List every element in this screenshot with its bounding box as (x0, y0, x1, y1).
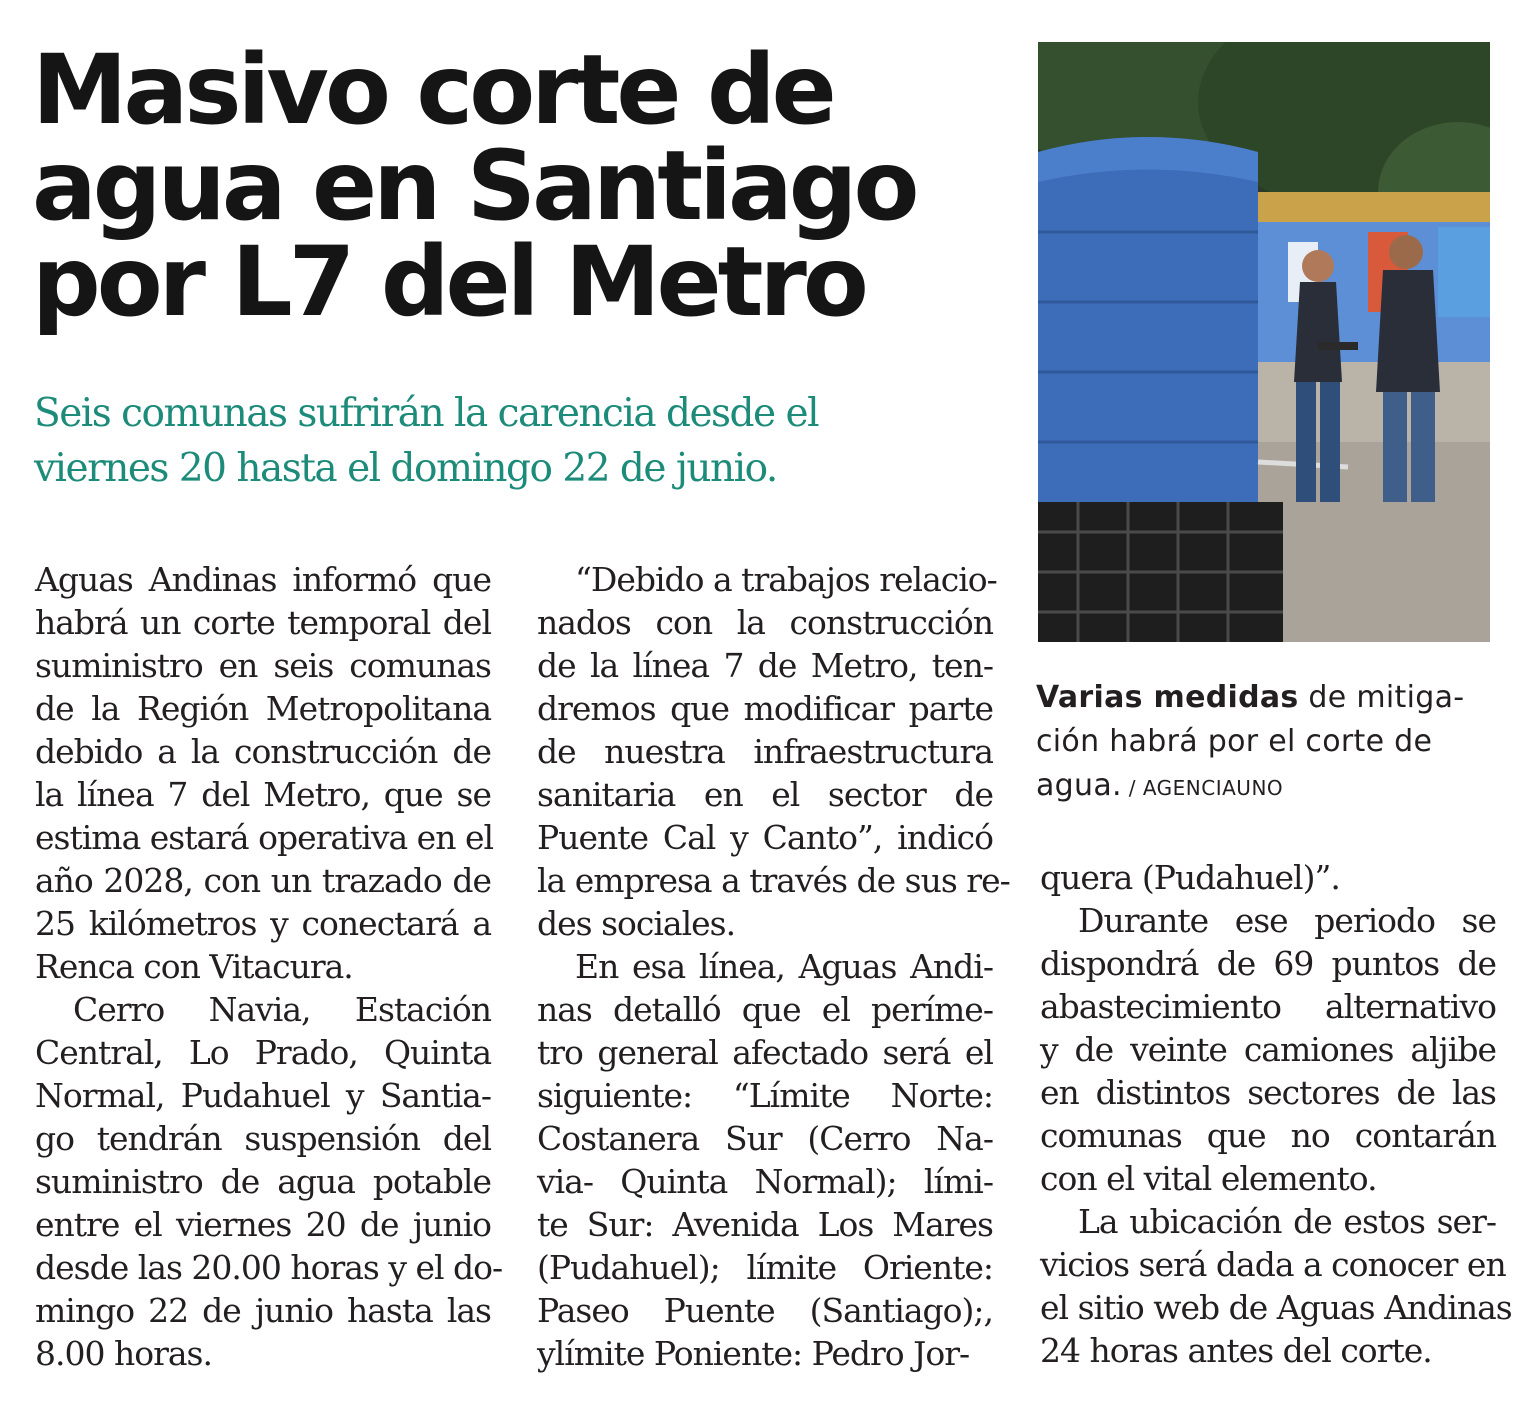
body-line: estima estará operativa en el (35, 818, 494, 857)
body-paragraph (537, 945, 993, 1375)
headline-line: agua en Santiago (32, 130, 916, 242)
body-line: habrá un corte temporal del (35, 603, 491, 642)
body-line: la empresa a través de sus re- (537, 861, 1010, 900)
body-line: y de veinte camiones aljibe (1040, 1030, 1496, 1069)
photo-image (1038, 42, 1490, 642)
photo-credit: / AGENCIAUNO (1121, 776, 1284, 800)
body-line: Cerro Navia, Estación (73, 990, 491, 1029)
body-line: La ubicación de estos ser- (1078, 1202, 1496, 1241)
body-paragraph (1040, 856, 1496, 899)
body-line: en distintos sectores de las (1040, 1073, 1496, 1112)
subheadline (34, 386, 1014, 496)
article-column-3 (1040, 856, 1512, 1372)
article-column-2 (537, 558, 1010, 1375)
body-line: dremos que modificar parte (537, 689, 993, 728)
headline-line: por L7 del Metro (32, 226, 865, 338)
body-line: dispondrá de 69 puntos de (1040, 944, 1496, 983)
body-line: año 2028, con un trazado de (35, 861, 491, 900)
body-line: debido a la construcción de (35, 732, 491, 771)
body-line: la línea 7 del Metro, que se (35, 775, 491, 814)
body-line: quera (Pudahuel)”. (1040, 858, 1340, 897)
body-line: Normal, Pudahuel y Santia- (35, 1076, 491, 1115)
body-line: abastecimiento alternativo (1040, 987, 1496, 1026)
body-line: Durante ese periodo se (1078, 901, 1496, 940)
body-line: suministro en seis comunas (35, 646, 491, 685)
caption-bold: Varias medidas (1036, 680, 1299, 715)
body-line: con el vital elemento. (1040, 1159, 1377, 1198)
caption-text: de mitiga- (1298, 680, 1465, 715)
caption-line (1036, 676, 1496, 720)
headline (32, 34, 992, 338)
caption-text: agua. (1036, 768, 1122, 803)
body-line: comunas que no contarán (1040, 1116, 1496, 1155)
body-line: 8.00 horas. (35, 1334, 212, 1373)
body-paragraph (1040, 1200, 1512, 1372)
body-line: Paseo Puente (Santiago);, (537, 1291, 993, 1330)
body-line: mingo 22 de junio hasta las (35, 1291, 491, 1330)
body-line: go tendrán suspensión del (35, 1119, 491, 1158)
body-line: entre el viernes 20 de junio (35, 1205, 491, 1244)
subheadline-line: Seis comunas sufrirán la carencia desde el (34, 391, 819, 436)
body-line: nas detalló que el períme- (537, 990, 993, 1029)
body-line: siguiente: “Límite Norte: (537, 1076, 993, 1115)
body-line: tro general afectado será el (537, 1033, 993, 1072)
body-paragraph (35, 558, 494, 988)
article-column-1 (35, 558, 503, 1375)
body-line: de la Región Metropolitana (35, 689, 491, 728)
body-line: suministro de agua potable (35, 1162, 491, 1201)
photo-caption (1036, 676, 1496, 810)
body-line: En esa línea, Aguas Andi- (575, 947, 993, 986)
body-line: via- Quinta Normal); lími- (537, 1162, 993, 1201)
body-line: ylímite Poniente: Pedro Jor- (537, 1334, 970, 1373)
caption-line: ción habrá por el corte de (1036, 724, 1433, 759)
body-line: Renca con Vitacura. (35, 947, 353, 986)
body-line: el sitio web de Aguas Andinas (1040, 1288, 1512, 1327)
body-line: Aguas Andinas informó que (35, 560, 491, 599)
body-line: sanitaria en el sector de (537, 775, 993, 814)
body-line: de la línea 7 de Metro, ten- (537, 646, 993, 685)
body-line: Costanera Sur (Cerro Na- (537, 1119, 993, 1158)
subheadline-line: viernes 20 hasta el domingo 22 de junio. (34, 446, 777, 491)
body-line: 24 horas antes del corte. (1040, 1331, 1432, 1370)
headline-line: Masivo corte de (32, 34, 833, 146)
body-line: “Debido a trabajos relacio- (575, 560, 997, 599)
body-line: 25 kilómetros y conectará a (35, 904, 491, 943)
body-line: des sociales. (537, 904, 736, 943)
news-photo (1038, 42, 1490, 642)
caption-line (1036, 764, 1496, 810)
body-line: desde las 20.00 horas y el do- (35, 1248, 503, 1287)
body-paragraph (35, 988, 503, 1375)
body-line: (Pudahuel); límite Oriente: (537, 1248, 993, 1287)
body-line: te Sur: Avenida Los Mares (537, 1205, 993, 1244)
body-line: Central, Lo Prado, Quinta (35, 1033, 491, 1072)
body-paragraph (537, 558, 1010, 945)
body-line: nados con la construcción (537, 603, 993, 642)
body-line: vicios será dada a conocer en (1040, 1245, 1506, 1284)
body-line: Puente Cal y Canto”, indicó (537, 818, 993, 857)
body-paragraph (1040, 899, 1496, 1200)
body-line: de nuestra infraestructura (537, 732, 993, 771)
